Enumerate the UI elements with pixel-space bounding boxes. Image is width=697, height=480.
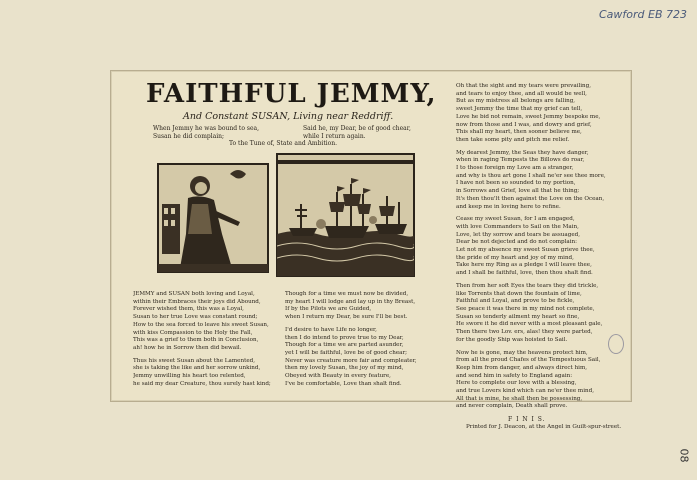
finis-mark: F I N I S. (508, 416, 546, 424)
verse-line: yet I will be faithful, love be of good chear; (285, 349, 408, 356)
broadside-sheet (110, 70, 632, 430)
verse-line: Never was creature more fair and compleater, (285, 357, 417, 364)
burden-line: while I return again. (303, 133, 366, 140)
verse-line: now from those and I was, and dowry and grief, (456, 121, 592, 128)
verse-line: in Sorrows and Grief, love all that he thing; (456, 188, 580, 195)
stanza (285, 327, 440, 389)
verse-line: the pride of my heart and joy of my mind, (456, 254, 574, 261)
verse-line: he said my dear Creature, thou surely hast kind; (133, 380, 271, 387)
stanza (285, 291, 440, 322)
woodcut-woman-image (157, 163, 269, 273)
verse-line: If by the Pilots we are Guided, (285, 306, 372, 313)
verse-line: my heart I will lodge and lay up in thy Breast, (285, 298, 416, 305)
verse-line: I have not been so sounded to my portion, (456, 180, 576, 187)
verse-line: But as my mistress all belongs are falling, (456, 98, 576, 105)
verse-line: with love Commanders to Sail on the Main, (456, 223, 579, 230)
verse-line: and send him in safety to England again: (456, 372, 573, 379)
verse-line: and tears to enjoy thee, and all would be well, (456, 90, 587, 97)
verse-line: then I do intend to prove true to my Dear, (285, 334, 404, 341)
verse-line: I've be comfortable, Love than shalt find. (285, 380, 402, 387)
verse-line: I'd desire to have Life no longer, (285, 326, 377, 333)
verse-line: JEMMY and SUSAN both loving and Loyal, (133, 291, 255, 297)
stanza (456, 150, 626, 212)
stanza (133, 291, 273, 353)
verse-line: then take some pity and pitch me relief. (456, 136, 570, 143)
verse-line: when in raging Tempests the Billows do roar, (456, 157, 585, 164)
verse-line: Now he is gone, may the heavens protect him, (456, 349, 588, 356)
page-number: 08 (677, 448, 691, 463)
stanza (456, 216, 626, 278)
verse-line: This shall my heart, then sooner believe me, (456, 129, 582, 136)
verse-line: Thus his sweet Susan about the Lamented, (133, 357, 255, 364)
verse-line: My dearest Jemmy, the Seas they have danger, (456, 149, 589, 156)
stanza (133, 358, 273, 389)
verse-line: for the goodly Ship was hoisted to Sail. (456, 336, 568, 343)
verse-line: then my lovely Susan, the joy of my mind, (285, 365, 404, 372)
verse-line: with kiss Compassion to the Holy the Fall, (133, 329, 253, 336)
verse-line: All that is mine, he shall then be possessing, (456, 395, 583, 402)
verse-line: Though for a time we are parted asunder, (285, 342, 404, 349)
verse-line: within their Embraces their joys did Abound, (133, 298, 261, 305)
verse-line: and keep me in loving here to refine. (456, 203, 561, 210)
verse-line: How to the sea forced to leave his sweet Susan, (133, 321, 269, 328)
stanza (456, 283, 626, 345)
ballad-title: FAITHFUL JEMMY, (146, 79, 437, 109)
verse-line: Obeyed with Beauty in every feature, (285, 373, 391, 380)
verse-line: and why is thou art gone I shall ne'er see thee more, (456, 172, 606, 179)
verse-column-left (133, 291, 273, 393)
verse-line: It's then thou'lt then against the Love on the Ocean, (456, 195, 605, 202)
verse-line: Take here my Ring as a pledge I will leave thee, (456, 262, 592, 269)
verse-line: Susan so tenderly ailment my heart so fine, (456, 313, 580, 320)
burden-right (303, 125, 453, 141)
verse-line: Then from her soft Eyes the tears they did trickle, (456, 282, 599, 289)
verse-line: Let not my absence my sweet Susan grieve thee, (456, 247, 595, 254)
verse-line: Love he bid not remain, sweet Jemmy bespoke me, (456, 113, 601, 120)
verse-line: when I return my Dear, be sure I'll be best. (285, 314, 408, 321)
verse-line: and never complain, Death shall prove. (456, 403, 568, 410)
verse-line: Here to complete our love with a blessing, (456, 380, 577, 387)
verse-line: Faithful and Loyal, and prove to be fickle, (456, 298, 575, 305)
verse-line: Keep him from danger, and always direct him, (456, 364, 588, 371)
verse-column-middle (285, 291, 440, 393)
verse-line: I to those foreign my Love am a stranger, (456, 165, 574, 172)
verse-line: Then there two Lov. ers, alas! they were parted, (456, 329, 593, 336)
verse-line: and true Lovers kind which can ne'er thee mind, (456, 388, 594, 395)
verse-line: See peace it was there in my mind not complete, (456, 305, 595, 312)
burden-line: When Jemmy he was bound to sea, (153, 125, 259, 132)
verse-line: Oh that the sight and my tears were prevailing, (456, 83, 591, 89)
catalog-mark: Cawford EB 723 (598, 8, 687, 21)
verse-line: Cease my sweet Susan, for I am engaged, (456, 216, 575, 223)
verse-line: He swore it he did never with a most pleasant gale, (456, 321, 603, 328)
printer-imprint: Printed for J. Deacon, at the Angel in Guilt-spur-street. (466, 423, 622, 430)
burden-left (153, 125, 303, 141)
stanza (456, 83, 626, 145)
woodcut-ships-image (276, 153, 415, 277)
verse-line: Love, let thy sorrow and tears be assuaged, (456, 231, 580, 238)
burden-line: Said he, my Dear, be of good chear, (303, 125, 411, 132)
verse-line: and I shall be faithful, love, then thou shalt find. (456, 270, 593, 277)
verse-line: Susan to her true Love was constant round; (133, 314, 258, 321)
collection-stamp-icon (608, 334, 624, 354)
verse-line: she is taking the like and her sorrow unkind, (133, 365, 261, 372)
verse-line: from all the proud Chafes of the Tempestuous Sail, (456, 357, 601, 364)
verse-line: Jemmy unwilling his heart too relented, (133, 373, 246, 380)
stanza (456, 350, 626, 412)
verse-line: This was a grief to them both in Conclusion, (133, 337, 259, 344)
tune-line: To the Tune of, State and Ambition. (229, 140, 338, 147)
verse-line: Though for a time we must now be divided, (285, 291, 409, 297)
verse-line: sweet Jemmy the time that my grief can tell, (456, 106, 583, 113)
ballad-subtitle: And Constant SUSAN, Living near Reddriff. (183, 111, 394, 122)
verse-line: ah! how he in Sorrow then did bewail. (133, 344, 242, 351)
verse-line: like Torrents that down the fountain of lime, (456, 290, 582, 297)
verse-line: Dear be not dejected and do not complain: (456, 239, 578, 246)
verse-line: Forever wished them, this was a Loyal, (133, 306, 244, 313)
burden-line: Susan he did complain; (153, 133, 225, 140)
verse-column-right (456, 83, 626, 432)
